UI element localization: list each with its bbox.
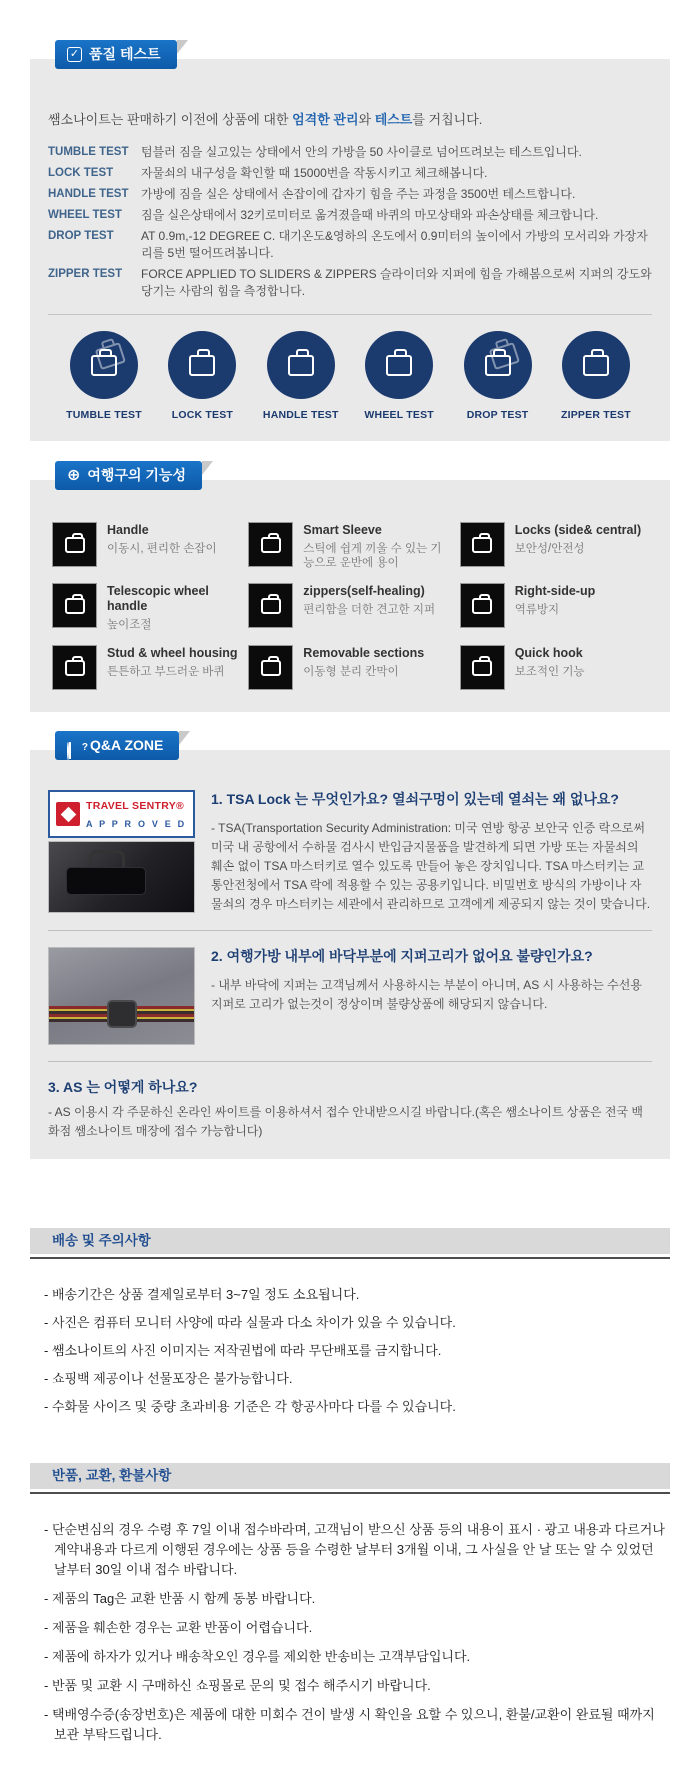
feature-desc: 역류방지 bbox=[514, 604, 560, 616]
qna-1-media bbox=[48, 790, 195, 914]
notice-item: - 쇼핑백 제공이나 선물포장은 불가능합니다. bbox=[44, 1371, 293, 1386]
handle-icon bbox=[52, 522, 97, 567]
smart-sleeve-icon bbox=[248, 522, 293, 567]
feature-title: Stud & wheel housing bbox=[107, 646, 238, 660]
test-desc: 자물쇠의 내구성을 확인할 때 15000번을 작동시키고 체크해봅니다. bbox=[141, 166, 488, 180]
person-body bbox=[69, 742, 71, 759]
qna-answer: - 내부 바닥에 지퍼는 고객님께서 사용하시는 부분이 아니며, AS 시 사용하는 수선용 지퍼로 고리가 없는것이 정상이며 불량상품에 해당되지 않습니다. bbox=[211, 978, 642, 1011]
test-row-zipper bbox=[48, 266, 652, 300]
suitcase-glyph bbox=[91, 355, 117, 376]
feature-title: Locks (side& central) bbox=[514, 523, 642, 537]
question-mark: ? bbox=[81, 741, 88, 753]
feature-stud-wheel bbox=[52, 645, 240, 690]
notice-item: - 제품을 훼손한 경우는 교환 반품이 어렵습니다. bbox=[44, 1620, 313, 1635]
tumble-test-caption: TUMBLE TEST bbox=[66, 409, 142, 421]
feature-title: Removable sections bbox=[303, 646, 425, 660]
qna-question: 1. TSA Lock 는 무엇인가요? 열쇠구멍이 있는데 열쇠는 왜 없나요? bbox=[211, 791, 619, 807]
feature-title: zippers(self-healing) bbox=[303, 584, 425, 598]
removable-sections-icon bbox=[248, 645, 293, 690]
feature-removable-sections bbox=[248, 645, 451, 690]
travel-sentry-approved: A P P R O V E D bbox=[86, 819, 187, 829]
intro-highlight-2: 테스트 bbox=[374, 112, 413, 127]
returns-notice-title: 반품, 교환, 환불사항 bbox=[30, 1463, 670, 1489]
qna-item-3 bbox=[48, 1078, 652, 1141]
plus-circle-icon: ⊕ bbox=[67, 466, 81, 484]
test-desc: AT 0.9m,-12 DEGREE C. 대기온도&영하의 온도에서 0.9미터의 높이에서 가방의 모서리와 가장자리를 5번 떨어뜨려봅니다. bbox=[141, 229, 648, 260]
shipping-notice-list bbox=[30, 1259, 670, 1417]
zipper-glyph bbox=[583, 355, 609, 376]
travel-sentry-name: TRAVEL SENTRY® bbox=[86, 800, 185, 812]
qna-answer: - AS 이용시 각 주문하신 온라인 싸이트를 이용하셔서 접수 안내받으시길 바랍니다.(혹은 쌤소나이트 상품은 전국 백화점 쌤소나이트 매장에 접수 가능합니다) bbox=[48, 1105, 643, 1138]
checklist-icon: ✓ bbox=[67, 47, 82, 62]
handle-test-icon bbox=[267, 331, 335, 399]
tumble-test-cell bbox=[58, 331, 150, 421]
drop-test-cell bbox=[452, 331, 544, 421]
suitcase-glyph bbox=[65, 598, 85, 614]
test-label: ZIPPER TEST bbox=[48, 268, 123, 280]
lock-test-caption: LOCK TEST bbox=[171, 409, 234, 421]
qna-section bbox=[30, 737, 670, 1159]
tumble-test-icon bbox=[70, 331, 138, 399]
qna-2-text bbox=[211, 947, 652, 1045]
qna-2-media bbox=[48, 947, 195, 1045]
test-label: WHEEL TEST bbox=[48, 209, 122, 221]
suitcase-glyph bbox=[261, 660, 281, 676]
feature-desc: 튼튼하고 부드러운 바퀴 bbox=[107, 666, 225, 678]
zipper-glyph bbox=[261, 598, 281, 614]
right-side-up-icon bbox=[460, 583, 505, 628]
tsa-lock-photo bbox=[48, 841, 195, 913]
feature-desc: 높이조절 bbox=[107, 619, 152, 631]
wheel-glyph bbox=[65, 660, 85, 676]
drop-test-icon bbox=[464, 331, 532, 399]
notice-item: - 단순변심의 경우 수령 후 7일 이내 접수바라며, 고객님이 받으신 상품 등의 내용이 표시 · 광고 내용과 다르거나 계약내용과 다르게 이행된 경우에는 상품 등을 수령한 날부터 3개월 이내, 그 사실을 안 날 또는 알 수 있었던 날부터 30일 이내 접수 바랍니다. bbox=[44, 1522, 665, 1577]
qna-question: 3. AS 는 어떻게 하나요? bbox=[48, 1079, 198, 1095]
notice-item: - 제품의 Tag은 교환 반품 시 함께 동봉 바랍니다. bbox=[44, 1591, 316, 1606]
test-row-lock bbox=[48, 165, 652, 182]
returns-notice-section bbox=[30, 1463, 670, 1745]
suitcase-glyph bbox=[261, 537, 281, 553]
wheel-test-icon bbox=[365, 331, 433, 399]
bag-interior-photo bbox=[48, 947, 195, 1045]
features-badge-label: 여행구의 기능성 bbox=[87, 467, 186, 483]
locks-icon bbox=[460, 522, 505, 567]
qna-1-text bbox=[211, 790, 652, 914]
badge-fold-decoration bbox=[177, 40, 188, 54]
handle-test-caption: HANDLE TEST bbox=[262, 409, 339, 421]
qna-divider bbox=[48, 1061, 652, 1062]
returns-notice-list bbox=[30, 1494, 670, 1745]
notice-item: - 제품에 하자가 있거나 배송착오인 경우를 제외한 반송비는 고객부담입니다. bbox=[44, 1649, 471, 1664]
feature-desc: 보조적인 기능 bbox=[514, 666, 585, 678]
hook-glyph bbox=[472, 660, 492, 676]
zipper-test-cell bbox=[550, 331, 642, 421]
qna-badge-label: Q&A ZONE bbox=[90, 737, 164, 753]
test-row-drop bbox=[48, 228, 652, 262]
suitcase-glyph bbox=[288, 355, 314, 376]
content-column bbox=[30, 46, 670, 1745]
wheel-test-caption: WHEEL TEST bbox=[364, 409, 434, 421]
suitcase-glyph bbox=[189, 355, 215, 376]
feature-smart-sleeve bbox=[248, 522, 451, 570]
feature-desc: 보안성/안전성 bbox=[514, 543, 585, 555]
qna-divider bbox=[48, 930, 652, 931]
quality-test-section bbox=[30, 46, 670, 441]
travel-sentry-diamond-icon bbox=[56, 802, 80, 826]
test-desc: FORCE APPLIED TO SLIDERS & ZIPPERS 슬라이더와 지퍼에 힘을 가해봄으로써 지퍼의 강도와 당기는 사람의 힘을 측정합니다. bbox=[141, 267, 652, 298]
intro-text: 쌤소나이트는 판매하기 이전에 상품에 대한 bbox=[48, 112, 293, 127]
notice-item: - 사진은 컴퓨터 모니터 사양에 따라 실물과 다소 차이가 있을 수 있습니다. bbox=[44, 1315, 456, 1330]
test-icon-row bbox=[48, 315, 652, 421]
feature-desc: 스틱에 쉽게 끼울 수 있는 기능으로 운반에 용이 bbox=[303, 543, 442, 569]
travel-sentry-logo bbox=[48, 790, 195, 838]
quick-hook-icon bbox=[460, 645, 505, 690]
lock-test-icon bbox=[168, 331, 236, 399]
drop-test-caption: DROP TEST bbox=[466, 409, 529, 421]
feature-title: Quick hook bbox=[514, 646, 583, 660]
test-desc: 텀블러 짐을 실고있는 상태에서 안의 가방을 50 사이클로 넘어뜨려보는 테스트입니다. bbox=[141, 145, 582, 159]
qna-question: 2. 여행가방 내부에 바닥부분에 지퍼고리가 없어요 불량인가요? bbox=[211, 948, 593, 964]
test-desc: 가방에 짐을 실은 상태에서 손잡이에 갑자기 힘을 주는 과정을 3500번 테스트합니다. bbox=[141, 187, 576, 201]
feature-right-side-up bbox=[460, 583, 648, 632]
notice-item: - 수화물 사이즈 및 중량 초과비용 기준은 각 항공사마다 다를 수 있습니다. bbox=[44, 1399, 456, 1414]
test-label: DROP TEST bbox=[48, 230, 114, 242]
intro-text-2: 와 bbox=[358, 112, 375, 127]
test-label: HANDLE TEST bbox=[48, 188, 129, 200]
shipping-notice-section bbox=[30, 1228, 670, 1417]
features-section bbox=[30, 466, 670, 712]
feature-locks bbox=[460, 522, 648, 570]
feature-desc: 이동형 분리 칸막이 bbox=[303, 666, 399, 678]
quality-test-intro bbox=[48, 109, 652, 128]
buckle-decoration bbox=[109, 1002, 135, 1026]
feature-desc: 이동시, 편리한 손잡이 bbox=[107, 543, 217, 555]
stud-wheel-icon bbox=[52, 645, 97, 690]
quality-test-badge bbox=[55, 40, 177, 69]
feature-title: Handle bbox=[107, 523, 149, 537]
qna-answer: - TSA(Transportation Security Administration: 미국 연방 항공 보안국 인증 락으로써 미국 내 공항에서 수하물 검사시 반입금지물품을 발견하게 되면 가방 또는 자물쇠의 훼손 없이 TSA 마스터키로 열수 있도록 만들어 놓은 장치입니다. TSA 마스터키는 교통안전청에서 TSA 락에 적용할 수 있는 공용키입니다. 비밀번호 방식의 가방이나 자물쇠의 경우 마스터키는 세관에서 관리하므로 고객에게 제공되지 않는 것이 맞습니다. bbox=[211, 821, 651, 911]
suitcase-glyph bbox=[386, 355, 412, 376]
test-row-handle bbox=[48, 186, 652, 203]
qna-item-2 bbox=[48, 947, 652, 1045]
notice-item: - 배송기간은 상품 결제일로부터 3~7일 정도 소요됩니다. bbox=[44, 1287, 360, 1302]
test-row-tumble bbox=[48, 144, 652, 161]
feature-title: Telescopic wheel handle bbox=[107, 584, 209, 613]
test-desc: 짐을 실은상태에서 32키로미터로 옮겨졌을때 바퀴의 마모상태와 파손상태를 체크합니다. bbox=[141, 208, 599, 222]
suitcase-glyph bbox=[485, 355, 511, 376]
feature-desc: 편리함을 더한 견고한 지퍼 bbox=[303, 604, 436, 616]
intro-text-3: 를 거칩니다. bbox=[412, 112, 483, 127]
handle-test-cell bbox=[255, 331, 347, 421]
person-question-icon bbox=[67, 737, 88, 755]
quality-test-badge-label: 품질 테스트 bbox=[89, 46, 161, 62]
lock-test-cell bbox=[156, 331, 248, 421]
feature-zippers bbox=[248, 583, 451, 632]
lock-glyph bbox=[472, 537, 492, 553]
intro-highlight-1: 엄격한 관리 bbox=[292, 112, 359, 127]
feature-title: Smart Sleeve bbox=[303, 523, 382, 537]
notice-item: - 택배영수증(송장번호)은 제품에 대한 미회수 건이 발생 시 확인을 요할 수 있으니, 환불/교환이 완료될 때까지 보관 부탁드립니다. bbox=[44, 1707, 655, 1742]
product-detail-page bbox=[0, 46, 700, 1770]
notice-item: - 쌤소나이트의 사진 이미지는 저작권법에 따라 무단배포를 금지합니다. bbox=[44, 1343, 442, 1358]
feature-telescopic-handle bbox=[52, 583, 240, 632]
feature-handle bbox=[52, 522, 240, 570]
notice-item: - 반품 및 교환 시 구매하신 쇼핑몰로 문의 및 접수 해주시기 바랍니다. bbox=[44, 1678, 431, 1693]
arrow-glyph bbox=[472, 598, 492, 614]
test-row-wheel bbox=[48, 207, 652, 224]
telescopic-handle-icon bbox=[52, 583, 97, 628]
test-label: LOCK TEST bbox=[48, 167, 114, 179]
qna-item-1 bbox=[48, 790, 652, 914]
features-badge bbox=[55, 461, 202, 490]
zippers-icon bbox=[248, 583, 293, 628]
features-grid bbox=[52, 522, 648, 690]
suitcase-glyph bbox=[65, 537, 85, 553]
zipper-test-caption: ZIPPER TEST bbox=[561, 409, 631, 421]
zipper-test-icon bbox=[562, 331, 630, 399]
feature-quick-hook bbox=[460, 645, 648, 690]
shipping-notice-title: 배송 및 주의사항 bbox=[30, 1228, 670, 1254]
badge-fold-decoration bbox=[179, 731, 190, 745]
test-label: TUMBLE TEST bbox=[48, 146, 129, 158]
wheel-test-cell bbox=[353, 331, 445, 421]
badge-fold-decoration bbox=[202, 461, 213, 475]
qna-badge bbox=[55, 731, 179, 760]
feature-title: Right-side-up bbox=[514, 584, 596, 598]
